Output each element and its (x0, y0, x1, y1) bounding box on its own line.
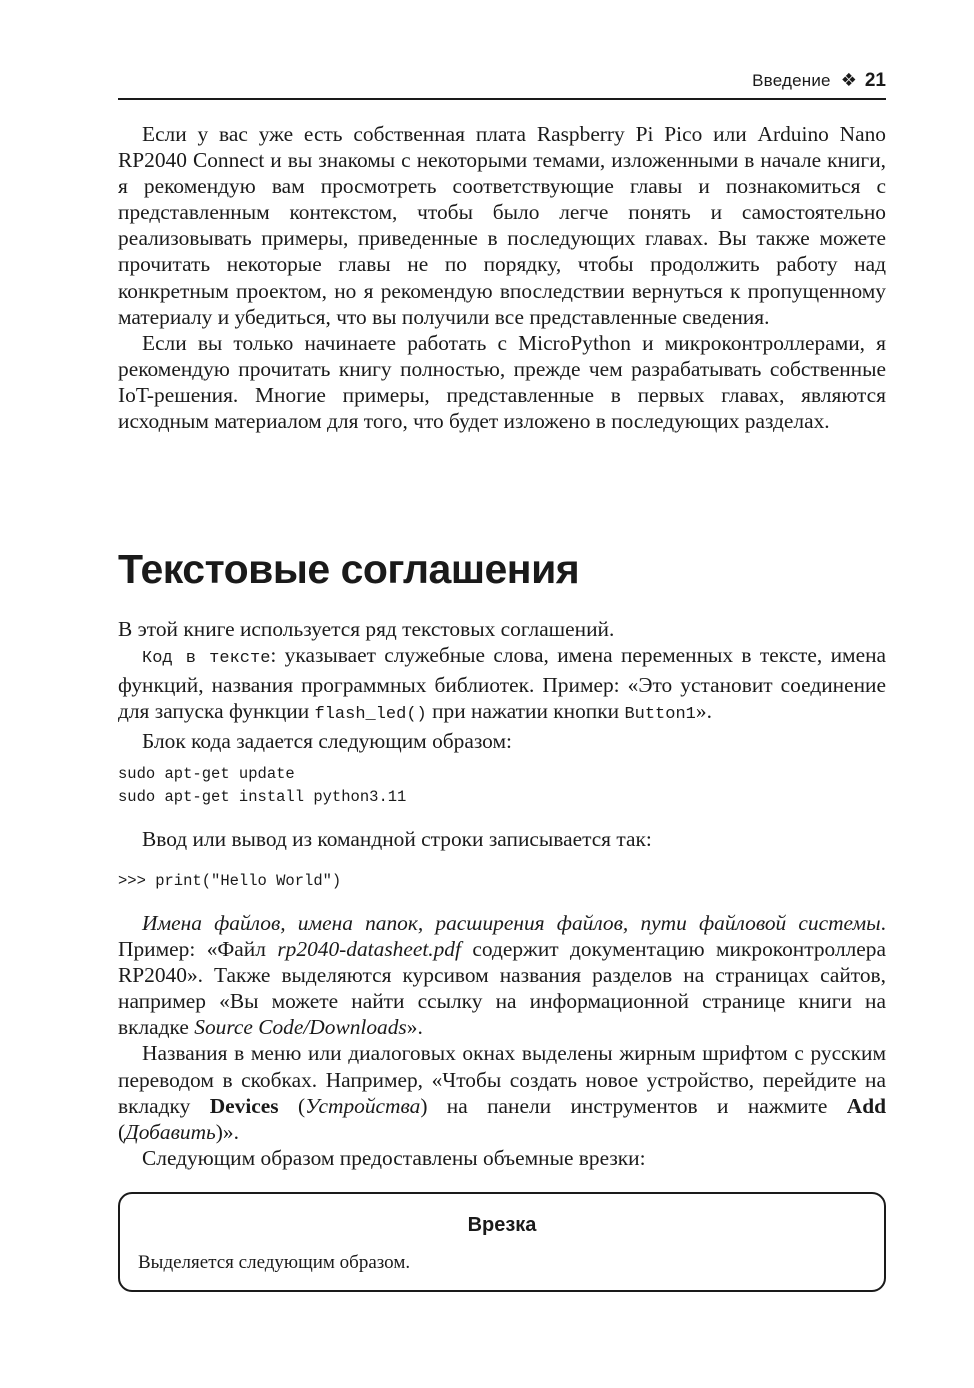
example-tab-name: Source Code/Downloads (194, 1015, 407, 1040)
code-in-text-paragraph (118, 642, 886, 728)
code-in-text-desc-2: при нажатии кнопки (426, 699, 625, 724)
menus-text-4: ( (118, 1119, 126, 1144)
inline-code-function: flash_led() (314, 705, 427, 725)
menu-devices: Devices (209, 1093, 279, 1118)
files-text-3: ». (406, 1015, 423, 1040)
sidebar-intro: Следующим образом предоставлены объемные врезки: (142, 1145, 646, 1170)
paragraph-2: Если вы только начинаете работать с MicroPython и микроконтроллерами, я рекомендую прочитать книгу полностью, прежде чем разрабатывать собственные IoT-решения. Многие примеры, представленные в первых главах, являются исходным материалом для того, что будет изложено в последующих разделах. (118, 330, 886, 434)
code-in-text-desc: : указывает служебные слова, имена переменных в тексте, имена функций, названия программных библиотек. Пример: «Это установит соединение для запуска функции (118, 643, 887, 724)
conventions-text (118, 616, 886, 754)
page-number: 21 (864, 70, 886, 91)
menus-text-2: ( (278, 1093, 306, 1118)
sidebar-title: Врезка (467, 1214, 537, 1236)
code-block: sudo apt-get update sudo apt-get install python3.11 (118, 765, 407, 806)
menus-text-5: )». (215, 1119, 239, 1144)
code-in-text-end: ». (695, 699, 712, 724)
example-filename: rp2040-datasheet.pdf (277, 937, 461, 962)
menu-add-ru: Добавить (125, 1119, 216, 1144)
code-block-intro: Блок кода задается следующим образом: (142, 729, 512, 754)
paragraph-1: Если у вас уже есть собственная плата Raspberry Pi Pico или Arduino Nano RP2040 Connect и вы знакомы с некоторыми темами, изложенными в начале книги, я рекомендую вам просмотреть соответствующие главы и познакомиться с представленным контекстом, чтобы было легче понять и самостоятельно реализовывать примеры, приведенные в последующих главах. Вы также можете прочитать некоторые главы не по порядку, чтобы продолжить работу над конкретным проектом, но я рекомендую впоследствии вернуться к пропущенному материалу и убедиться, что вы получили все представленные сведения. (118, 122, 886, 329)
running-header (118, 70, 886, 100)
section-heading: Текстовые соглашения (118, 546, 580, 592)
menus-paragraph (118, 1040, 886, 1144)
inline-code-button: Button1 (624, 705, 696, 725)
menus-text-1: Названия в меню или диалоговых окнах выделены жирным шрифтом с русским переводом в скобках. Например, «Чтобы создать новое устройство, перейдите на вкладку (118, 1041, 886, 1118)
files-text-2: содержит документацию микроконтроллера RP2040». Также выделяются курсивом названия разделов на страницах сайтов, например «Вы можете найти ссылку на информационной странице книги на вкладке (118, 937, 886, 1040)
files-italic-lead: Имена файлов, имена папок, расширения файлов, пути файловой системы (142, 911, 881, 935)
header-section-title: Введение (752, 71, 831, 90)
io-intro: Ввод или вывод из командной строки записывается так: (142, 827, 652, 851)
code-in-text-label: Код в тексте (142, 649, 271, 669)
menus-text-3: ) на панели инструментов и нажмите (420, 1093, 847, 1118)
io-example: >>> print("Hello World") (118, 872, 342, 890)
sidebar-body: Выделяется следующим образом. (138, 1252, 411, 1273)
conventions-rest (118, 910, 886, 1171)
files-paragraph (118, 910, 886, 1040)
lead-paragraph: В этой книге используется ряд текстовых соглашений. (118, 617, 615, 641)
sidebar-box (118, 1192, 886, 1292)
files-text-1: . Пример: «Файл (118, 911, 886, 962)
intro-text (118, 121, 886, 434)
menu-devices-ru: Устройства (305, 1093, 421, 1118)
fleuron-icon: ❖ (840, 70, 857, 90)
menu-add: Add (846, 1093, 886, 1118)
